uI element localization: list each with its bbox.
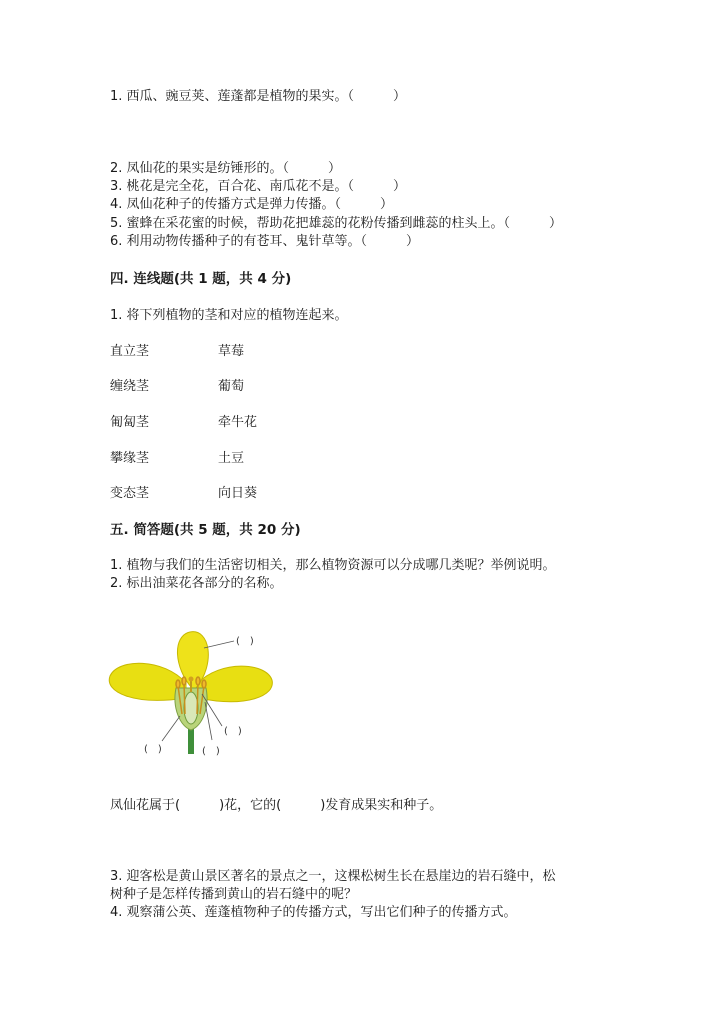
- matching-question: 1. 将下列植物的茎和对应的植物连起来。: [110, 308, 348, 323]
- stigma: [189, 677, 194, 682]
- short-answer-question-4: 4. 观察蒲公英、莲蓬植物种子的传播方式，写出它们种子的传播方式。: [110, 905, 517, 920]
- short-answer-question-3-line-2: 树种子是怎样传播到黄山的岩石缝中的呢？: [110, 887, 358, 902]
- plant-item: 草莓: [218, 344, 245, 359]
- judge-question-1: 1. 西瓜、豌豆荚、莲蓬都是植物的果实。（ ）: [110, 89, 407, 104]
- plant-item: 向日葵: [218, 486, 258, 501]
- short-answer-question-3-line-1: 3. 迎客松是黄山景区著名的景点之一，这棵松树生长在悬崖边的岩石缝中，松: [110, 869, 556, 884]
- stem-type-item: 匍匐茎: [110, 415, 150, 430]
- section-4-title: 四. 连线题(共 1 题，共 4 分): [110, 271, 292, 287]
- left-petal: [109, 663, 186, 700]
- judge-question-6: 6. 利用动物传播种子的有苍耳、鬼针草等。（ ）: [110, 234, 420, 249]
- stem-type-item: 直立茎: [110, 344, 150, 359]
- short-answer-question-1: 1. 植物与我们的生活密切相关，那么植物资源可以分成哪几类呢？举例说明。: [110, 558, 556, 573]
- pistil: [184, 692, 198, 724]
- stem-type-item: 缠绕茎: [110, 379, 150, 394]
- stem-type-item: 攀缘茎: [110, 451, 150, 466]
- label-blank: ( ): [202, 746, 220, 757]
- plant-item: 牵牛花: [218, 415, 258, 430]
- judge-question-3: 3. 桃花是完全花，百合花、南瓜花不是。（ ）: [110, 179, 407, 194]
- plant-item: 葡萄: [218, 379, 245, 394]
- label-blank: ( ): [236, 636, 254, 647]
- stem-type-item: 变态茎: [110, 486, 150, 501]
- flower-stem: [188, 728, 194, 754]
- judge-question-5: 5. 蜜蜂在采花蜜的时候，帮助花把雄蕊的花粉传播到雌蕊的柱头上。（ ）: [110, 216, 563, 231]
- plant-item: 土豆: [218, 451, 245, 466]
- right-petal: [198, 666, 272, 702]
- section-5-title: 五. 简答题(共 5 题，共 20 分): [110, 522, 301, 538]
- judge-question-2: 2. 凤仙花的果实是纺锤形的。（ ）: [110, 161, 342, 176]
- label-blank: ( ): [144, 744, 162, 755]
- fill-in-sentence: 凤仙花属于( )花，它的( )发育成果实和种子。: [110, 798, 443, 813]
- rapeseed-flower-diagram: [106, 628, 276, 758]
- short-answer-question-2: 2. 标出油菜花各部分的名称。: [110, 576, 283, 591]
- judge-question-4: 4. 凤仙花种子的传播方式是弹力传播。（ ）: [110, 197, 394, 212]
- label-blank: ( ): [224, 726, 242, 737]
